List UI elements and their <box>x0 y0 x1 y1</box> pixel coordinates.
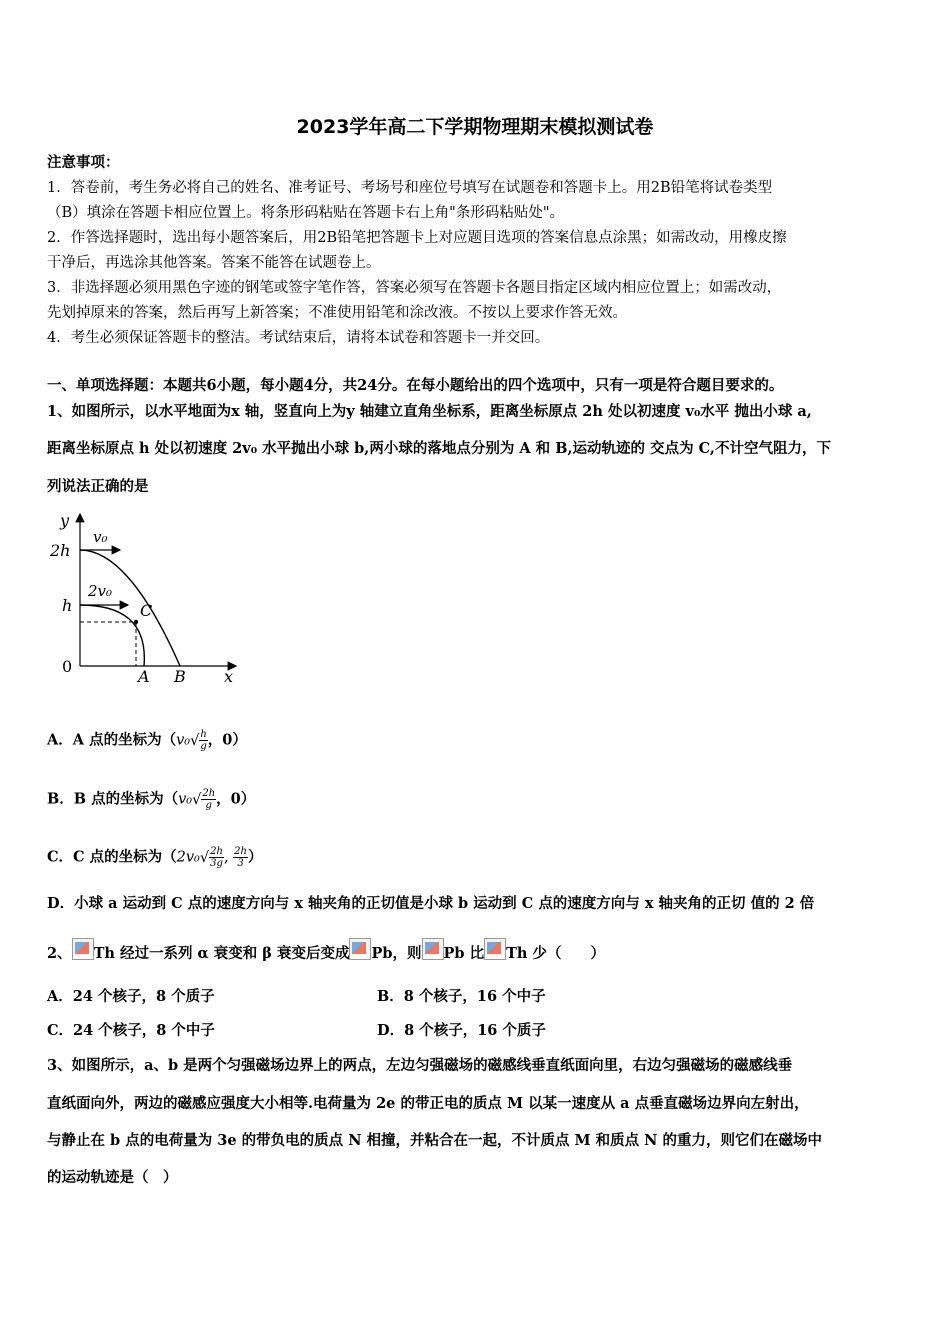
question-3-line: 与静止在 b 点的电荷量为 3e 的带负电的质点 N 相撞，并粘合在一起，不计质点 M 和质点 N 的重力，则它们在磁场中 <box>47 1132 822 1149</box>
option-b[interactable] <box>47 788 255 811</box>
q2-option-c[interactable]: C．24 个核子，8 个中子 <box>47 1022 215 1039</box>
sqrt-icon: √ <box>192 791 202 808</box>
sqrt-icon: √ <box>190 732 200 749</box>
notice-line: 干净后，再选涂其他答案。答案不能答在试题卷上。 <box>47 255 381 271</box>
notice-line: 先划掉原来的答案，然后再写上新答案；不准使用铅笔和涂改液。不按以上要求作答无效。 <box>47 305 627 321</box>
q2-option-a[interactable]: A．24 个核子，8 个质子 <box>47 988 215 1005</box>
broken-image-icon <box>349 938 371 960</box>
option-a-end: ，0） <box>207 731 247 749</box>
option-c[interactable]: C．C 点的坐标为（2v₀√ $\frac{2h}{3g}$ , $\frac{2h}{3}$ ） <box>47 846 263 869</box>
label-point-a: A <box>138 667 150 686</box>
option-c-fraction-y: $\frac{2h}{3}$ <box>234 846 247 869</box>
question-1-line: 距离坐标原点 h 处以初速度 2v₀ 水平抛出小球 b,两小球的落地点分别为 A 和 B,运动轨迹的 交点为 C,不计空气阻力，下 <box>47 440 831 457</box>
projectile-figure <box>44 508 244 688</box>
option-a-prefix: A． <box>47 731 73 749</box>
question-2-text: Th 少（ ） <box>506 945 605 962</box>
page-title: 2023学年高二下学期物理期末模拟测试卷 <box>296 116 654 138</box>
x-axis-label: x <box>224 667 234 686</box>
option-c-velocity: 2v₀ <box>176 849 200 866</box>
option-a-velocity: v₀ <box>176 732 191 749</box>
broken-image-icon <box>72 938 94 960</box>
notice-line: 3．非选择题必须用黑色字迹的钢笔或签字笔作答，答案必须写在答题卡各题目指定区域内相应位置上；如需改动， <box>47 280 782 296</box>
option-c-fraction: $\frac{2h}{3g}$ <box>210 846 223 869</box>
trajectory-b <box>80 605 144 666</box>
sqrt-icon: √ <box>199 849 210 866</box>
notice-line: （B）填涂在答题卡相应位置上。将条形码粘贴在答题卡右上角"条形码粘贴处"。 <box>47 205 564 221</box>
option-a[interactable] <box>47 729 247 752</box>
q2-option-d[interactable]: D．8 个核子，16 个质子 <box>377 1022 546 1039</box>
question-3-line: 直纸面向外，两边的磁感应强度大小相等.电荷量为 2e 的带正电的质点 M 以某一速度从 a 点垂直磁场边界向左射出， <box>47 1095 809 1112</box>
q2-option-b[interactable]: B．8 个核子，16 个中子 <box>377 988 546 1005</box>
option-c-prefix: C． <box>47 848 74 866</box>
question-2-text: Pb 比 <box>443 945 485 962</box>
question-1-line: 1、如图所示，以水平地面为x 轴，竖直向上为y 轴建立直角坐标系，距离坐标原点 2h 处以初速度 v₀水平 抛出小球 a, <box>47 403 812 420</box>
broken-image-icon <box>422 938 444 960</box>
option-b-prefix: B． <box>47 790 74 808</box>
y-axis-label: y <box>60 511 70 530</box>
section-heading: 一、单项选择题：本题共6小题，每小题4分，共24分。在每小题给出的四个选项中，只有一项是符合题目要求的。 <box>47 377 784 394</box>
origin-label: 0 <box>62 657 73 676</box>
option-d[interactable]: D．小球 a 运动到 C 点的速度方向与 x 轴夹角的正切值是小球 b 运动到 C 点的速度方向与 x 轴夹角的正切 值的 2 倍 <box>47 895 815 912</box>
label-point-b: B <box>174 667 186 686</box>
question-2-text: Th 经过一系列 α 衰变和 β 衰变后变成 <box>93 945 350 962</box>
question-2 <box>47 938 605 965</box>
question-2-number: 2、 <box>47 945 72 962</box>
label-2h: 2h <box>50 541 71 560</box>
notice-line: 1．答卷前，考生务必将自己的姓名、准考证号、考场号和座位号填写在试题卷和答题卡上。用2B铅笔将试卷类型 <box>47 180 773 196</box>
option-b-text: B 点的坐标为（ <box>73 790 179 808</box>
option-c-text: C 点的坐标为（ <box>73 848 177 866</box>
notice-line: 2．作答选择题时，选出每小题答案后，用2B铅笔把答题卡上对应题目选项的答案信息点涂黑；如需改动，用橡皮擦 <box>47 230 787 246</box>
option-b-velocity: v₀ <box>178 791 193 808</box>
broken-image-icon <box>484 938 506 960</box>
option-a-fraction: $\frac{h}{g}$ <box>200 729 207 752</box>
option-a-text: A 点的坐标为（ <box>72 731 177 749</box>
option-b-end: ，0） <box>216 790 256 808</box>
notice-heading: 注意事项： <box>47 154 120 171</box>
question-3-line: 3、如图所示，a、b 是两个匀强磁场边界上的两点，左边匀强磁场的磁感线垂直纸面向里，右边匀强磁场的磁感线垂 <box>47 1057 793 1074</box>
label-point-c: C <box>140 601 153 620</box>
notice-line: 4．考生必须保证答题卡的整洁。考试结束后，请将本试卷和答题卡一并交回。 <box>47 330 550 346</box>
label-v0: v₀ <box>93 528 108 546</box>
label-h: h <box>62 596 73 615</box>
label-2v0: 2v₀ <box>88 582 113 600</box>
trajectory-a <box>80 550 180 666</box>
option-c-end: ） <box>247 848 263 866</box>
option-b-fraction: $\frac{2h}{g}$ <box>202 788 216 811</box>
point-c-dot <box>134 620 138 624</box>
question-2-text: Pb，则 <box>371 945 422 962</box>
question-3-line: 的运动轨迹是（ ） <box>47 1169 178 1186</box>
question-1-line: 列说法正确的是 <box>47 478 149 495</box>
